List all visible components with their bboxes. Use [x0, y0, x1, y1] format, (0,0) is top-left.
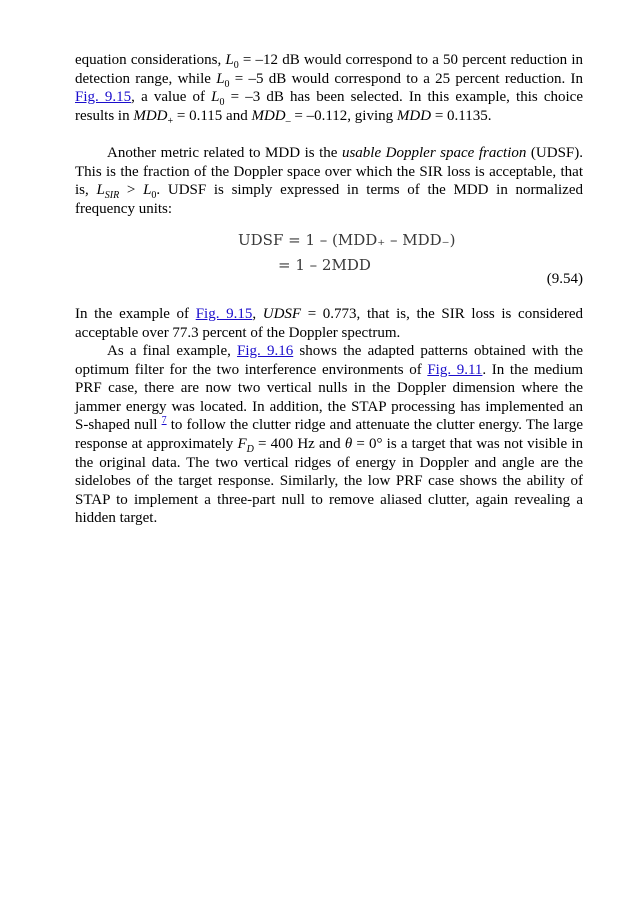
text: . UDSF is simply expressed in terms of the MDD in normalized frequency units: [75, 182, 583, 217]
fig-9-15-link[interactable]: Fig. 9.15 [195, 306, 253, 322]
text: = –5 dB would correspond to a 25 percent reduction. In [229, 70, 583, 87]
math-subscript: 0 [219, 97, 225, 109]
math-subscript: D [246, 443, 254, 455]
math-symbol: MDD [133, 107, 168, 124]
text: shows the adapted patterns obtained with the optimum filter for the two interference environments of [75, 343, 584, 378]
math-symbol: L [96, 182, 105, 199]
paragraph-udsf-example [75, 305, 583, 342]
math-symbol: θ [344, 435, 353, 452]
text: , a value of [131, 89, 212, 106]
text: = 0.773, that is, the SIR loss is considered acceptable over 77.3 percent of the Doppler spectrum. [75, 306, 584, 341]
math-symbol: F [237, 435, 247, 452]
fig-9-11-link[interactable]: Fig. 9.11 [427, 361, 483, 378]
text: = –0.112, giving [290, 107, 397, 124]
equation-number: (9.54) [546, 271, 583, 287]
text: (UDSF). This is the fraction of the Doppler space over which the SIR loss is acceptable, that is, [75, 145, 583, 199]
fig-9-16-link[interactable]: Fig. 9.16 [237, 343, 294, 359]
math-symbol: L [143, 182, 152, 199]
paragraph-udsf-definition [75, 144, 583, 218]
text: Another metric related to MDD is the [107, 145, 342, 161]
math-subscript: 0 [224, 78, 230, 90]
math-symbol: L [216, 70, 225, 87]
text: = –12 dB would correspond to a 50 percent reduction in detection range, while [75, 52, 583, 87]
text: > [119, 182, 144, 199]
defined-term: usable Doppler space fraction [341, 145, 527, 161]
fig-9-15-link[interactable]: Fig. 9.15 [75, 89, 132, 106]
math-symbol: MDD [396, 107, 432, 124]
text: equation considerations, [75, 52, 226, 68]
math-subscript: SIR [104, 190, 120, 202]
math-subscript: 0 [233, 60, 239, 71]
text: In the example of [75, 306, 196, 322]
text: to follow the clutter ridge and attenuate the clutter energy. The large response at approximately [75, 417, 583, 452]
text: = 0.115 and [173, 107, 252, 124]
math-subscript: 0 [151, 190, 157, 202]
math-subscript: – [285, 115, 291, 127]
text: = 0.1135. [431, 107, 492, 124]
text: = –3 dB has been selected. In this example, this choice results in [75, 89, 583, 124]
text: = 400 Hz and [253, 435, 345, 452]
reference-7-link[interactable]: 7 [161, 415, 167, 427]
paragraph-mdd-example [75, 51, 583, 125]
math-symbol: MDD [251, 107, 286, 124]
math-symbol: UDSF [262, 306, 302, 322]
equation-line-1: UDSF = 1 – (MDD₊ – MDD₋) [238, 231, 456, 249]
text: , [252, 306, 263, 322]
equation-line-2: = 1 – 2MDD [278, 256, 371, 274]
text: As a final example, [107, 343, 238, 359]
text: = 0° is a target that was not visible in the original data. The two vertical ridges of energy in Doppler and angle are the sidelobes of the target response. Similarly, the low PRF case shows the ability of STAP to implement a three-part null to remove aliased clutter, again revealing a hidden target. [75, 435, 584, 527]
math-symbol: L [225, 52, 234, 68]
text: . In the medium PRF case, there are now two vertical nulls in the Doppler dimension where the jammer energy was located. In addition, the STAP processing has implemented an S-shaped null [75, 361, 584, 434]
paragraph-final-example [75, 342, 583, 528]
math-subscript: + [167, 115, 174, 127]
math-symbol: L [211, 89, 220, 106]
